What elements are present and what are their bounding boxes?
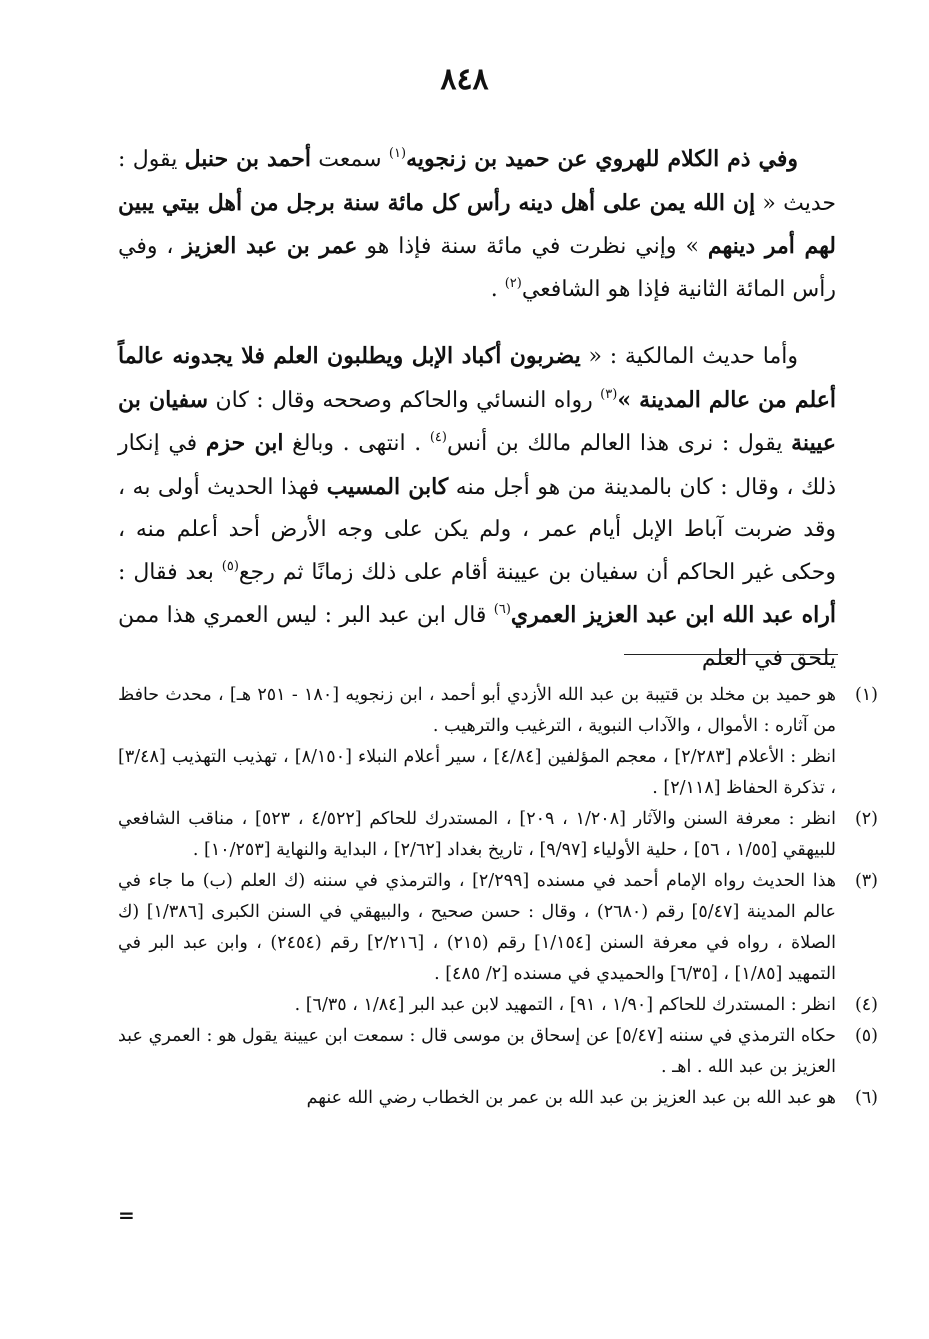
page-number: ٨٤٨ (440, 62, 489, 97)
text-run: . انتهى . وبالغ (283, 431, 430, 456)
text-run: ، وفي رأس المائة الثانية فإذا هو الشافعي (118, 234, 836, 302)
text-run: سفيان بن عيينة (118, 386, 836, 456)
footnote-body (118, 804, 836, 866)
footnote-ref: (٤) (429, 430, 447, 445)
main-text (118, 138, 836, 680)
footnote-text: حكاه الترمذي في سننه [٥/٤٧] عن إسحاق بن موسى قال : سمعت ابن عيينة يقول هو : العمري عبد العزيز بن عبد الله . اهـ . (118, 1026, 836, 1077)
footnote-text: هو عبد الله بن عبد العزيز بن عبد الله بن عمر بن الخطاب رضي الله عنهم (306, 1088, 836, 1108)
hadith-text: يضربون أكباد الإبل ويطلبون العلم فلا يجدونه عالماً أعلم من عالم المدينة (118, 343, 836, 413)
continuation-mark: = (118, 1203, 135, 1227)
text-run: عمر بن عبد العزيز (182, 233, 358, 259)
footnote-number: (٥) (854, 1026, 878, 1046)
text-run: ابن حزم (205, 430, 284, 456)
footnote-body (118, 990, 836, 1021)
footnote-number: (٤) (854, 995, 878, 1015)
footnote-ref: (٢) (504, 275, 522, 291)
footnote-2 (118, 804, 878, 866)
text-run: يقول : نرى هذا العالم مالك بن أنس (446, 431, 792, 456)
text-run: يقول : حديث « (118, 147, 836, 216)
footnote-number: (٣) (854, 871, 878, 891)
text-run: رواه النسائي والحاكم وصححه وقال : كان (208, 387, 601, 413)
footnote-ref: (٣) (600, 386, 618, 402)
text-run: فهذا الحديث أولى به ، وقد ضربت آباط الإبل أيام عمر ، ولم يكن على وجه الأرض أحد أعلم منه ، وحكى غير الحاكم أن سفيان بن عيينة أقام على ذلك زمانًا ثم رجع (118, 474, 836, 585)
footnote-ref: (٦) (493, 602, 511, 617)
text-run: بعد فقال : (118, 559, 222, 585)
footnote-divider (624, 654, 838, 655)
text-run: وأما حديث المالكية : « (580, 344, 798, 369)
text-run: قال ابن عبد البر : ليس العمري هذا ممن يلحق في العلم (118, 603, 836, 671)
footnote-number: (٢) (854, 809, 878, 829)
footnote-ref: (٥) (221, 558, 239, 574)
text-run: وفي ذم الكلام للهروي عن حميد بن زنجويه (406, 146, 799, 172)
text-run: أحمد بن حنبل (184, 146, 311, 172)
footnote-1 (118, 680, 878, 804)
text-run: » وإني نظرت في مائة سنة فإذا هو (357, 234, 708, 259)
footnote-text: انظر : المستدرك للحاكم [١/٩٠ ، ٩١] ، التمهيد لابن عبد البر [١/٨٤ ، ٦/٣٥] . (294, 995, 836, 1015)
footnote-body (118, 1083, 836, 1114)
footnote-body (118, 1021, 836, 1083)
text-run: كابن المسيب (326, 473, 449, 500)
hadith-text: إن الله يمن على أهل دينه رأس كل مائة سنة برجل من أهل بيتي يبين لهم أمر دينهم (118, 189, 836, 259)
footnote-5 (118, 1021, 878, 1083)
footnote-4 (118, 990, 878, 1021)
footnote-ref: (١) (388, 146, 407, 161)
footnote-body (118, 680, 836, 804)
footnotes (118, 680, 878, 1114)
footnote-number: (١) (854, 685, 878, 705)
paragraph-2 (118, 335, 836, 680)
text-run: في إنكار ذلك ، وقال : كان بالمدينة من هو أجل منه (118, 431, 836, 500)
text-run: أراه عبد الله ابن عبد العزيز العمري (510, 602, 836, 628)
paragraph-1 (118, 138, 836, 311)
footnote-text: انظر : معرفة السنن والآثار [١/٢٠٨ ، ٢٠٩] ، المستدرك للحاكم [٤/٥٢٢ ، ٥٢٣] ، مناقب الشافعي للبيهقي [١/٥٥ ، ٥٦] ، حلية الأولياء [٩/٩٧] ، تاريخ بغداد [٢/٦٢] ، البداية والنهاية [١٠/٢٥٣] . (118, 809, 837, 860)
footnote-text: هذا الحديث رواه الإمام أحمد في مسنده [٢/٢٩٩] ، والترمذي في سننه (ك العلم (ب) ما جاء في عالم المدينة [٥/٤٧] رقم (٢٦٨٠) ، وقال : حسن صحيح ، والبيهقي في السنن الكبرى [١/٣٨٦] (ك الصلاة ، رواه في معرفة السنن [١/١٥٤] رقم (٢١٥) ، [٢/٢١٦] رقم (٢٤٥٤) ، وابن عبد البر في التمهيد [١/٨٥] ، [٦/٣٥] والحميدي في مسنده [٢/ ٤٨٥] . (118, 871, 836, 984)
footnote-6 (118, 1083, 878, 1114)
text-run: سمعت (310, 147, 389, 172)
footnote-3 (118, 866, 878, 990)
footnote-text: انظر : الأعلام [٢/٢٨٣] ، معجم المؤلفين [٤/٨٤] ، سير أعلام النبلاء [٨/١٥٠] ، تهذيب التهذيب [٣/٤٨] ، تذكرة الحفاظ [٢/١١٨] . (118, 747, 837, 798)
text-run: » (617, 386, 640, 413)
footnote-text: هو حميد بن مخلد بن قتيبة بن عبد الله الأزدي أبو أحمد ، ابن زنجويه [١٨٠ - ٢٥١ هـ] ، محدث حافظ من آثاره : الأموال ، والآداب النبوية ، الترغيب والترهيب . (118, 685, 837, 736)
footnote-number: (٦) (854, 1088, 878, 1108)
text-run: . (490, 276, 505, 302)
footnote-body (118, 866, 836, 990)
